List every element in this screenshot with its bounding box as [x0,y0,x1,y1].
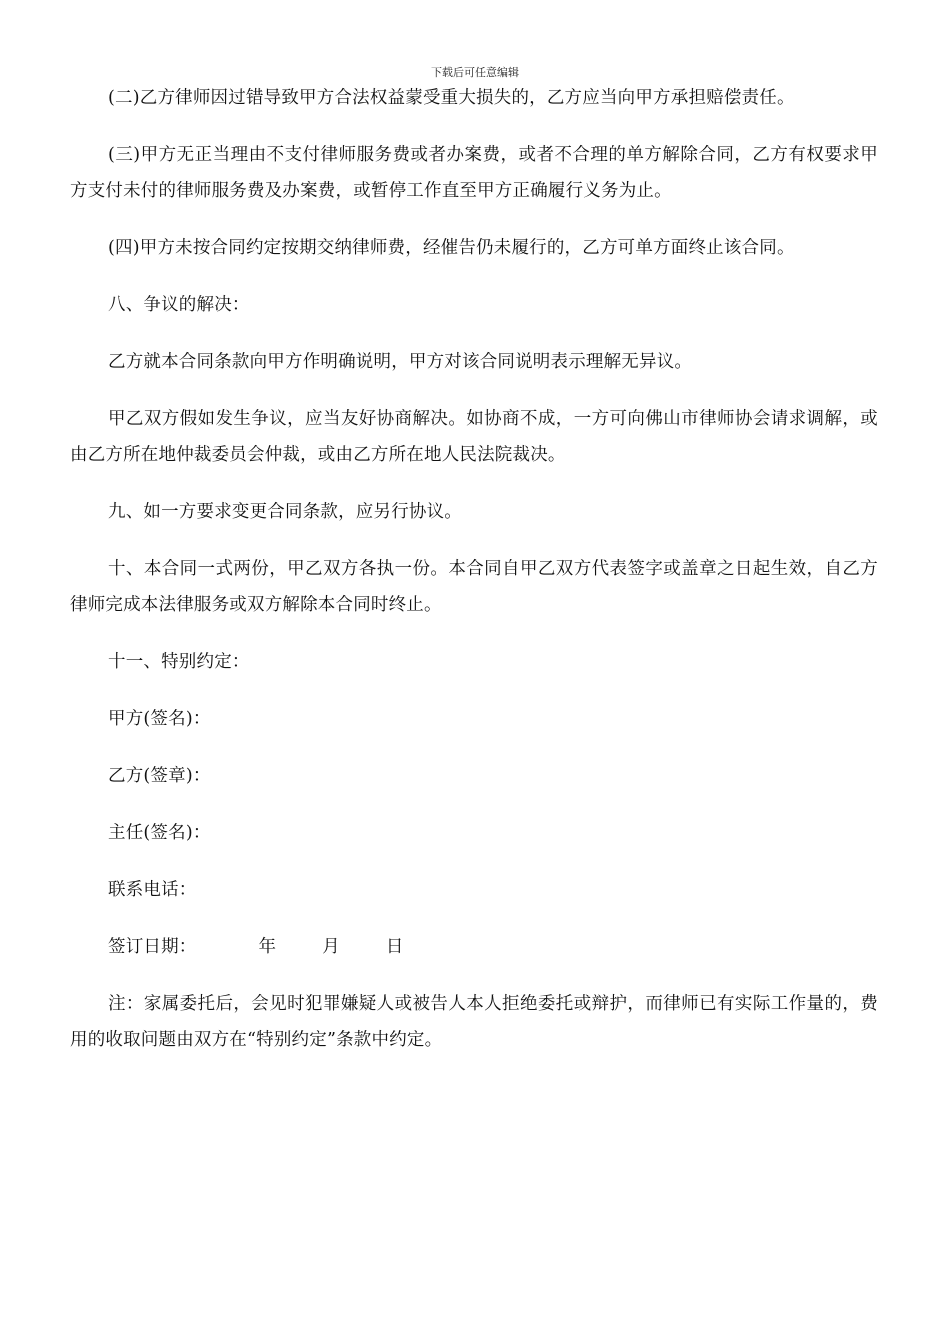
sign-date-day: 日 [385,937,404,957]
sign-date-year: 年 [258,937,277,957]
sign-date [70,929,878,965]
clause-2: (二)乙方律师因过错导致甲方合法权益蒙受重大损失的，乙方应当向甲方承担赔偿责任。 [108,88,795,108]
sign-date-label: 签订日期： [108,937,197,957]
clause-4: (四)甲方未按合同约定按期交纳律师费，经催告仍未履行的，乙方可单方面终止该合同。 [108,238,795,258]
sign-date-month: 月 [322,937,340,957]
section-11-heading: 十一、特别约定： [108,652,250,672]
contact-phone: 联系电话： [108,880,197,900]
section-10: 十、本合同一式两份，甲乙双方各执一份。本合同自甲乙双方代表签字或盖章之日起生效，自乙方律师完成本法律服务或双方解除本合同时终止。 [70,559,878,615]
director-signature: 主任(签名)： [108,823,211,843]
clause-3: (三)甲方无正当理由不支付律师服务费或者办案费，或者不合理的单方解除合同，乙方有权要求甲方支付未付的律师服务费及办案费，或暂停工作直至甲方正确履行义务为止。 [70,145,878,201]
party-a-signature: 甲方(签名)： [108,709,211,729]
section-8-heading: 八、争议的解决： [108,295,250,315]
header-note: 下载后可任意编辑 [431,66,519,79]
section-8-paragraph-2: 甲乙双方假如发生争议，应当友好协商解决。如协商不成，一方可向佛山市律师协会请求调解，或由乙方所在地仲裁委员会仲裁，或由乙方所在地人民法院裁决。 [70,409,878,465]
document-body [70,80,878,1079]
footnote: 注：家属委托后，会见时犯罪嫌疑人或被告人本人拒绝委托或辩护，而律师已有实际工作量的，费用的收取问题由双方在“特别约定”条款中约定。 [70,994,878,1050]
section-8-paragraph-1: 乙方就本合同条款向甲方作明确说明，甲方对该合同说明表示理解无异议。 [108,352,693,372]
section-9: 九、如一方要求变更合同条款，应另行协议。 [108,502,462,522]
party-b-signature: 乙方(签章)： [108,766,211,786]
